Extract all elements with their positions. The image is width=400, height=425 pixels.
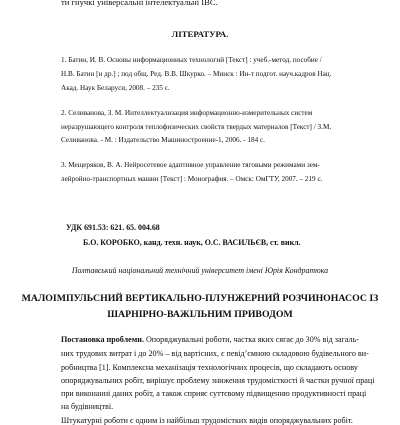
reference-3-line-2: лейройно-транспортных машин [Текст] : Монография. – Омск: ОмГТУ, 2007. – 219 с. <box>61 175 323 183</box>
article-title-line-1: МАЛОІМПУЛЬСНИЙ ВЕРТИКАЛЬНО-ПЛУНЖЕРНИЙ РОЗЧИНОНАСОС ІЗ <box>21 293 379 304</box>
paragraph-1-line-2: них трудових витрат і до 20% – від вартісних, є певід’ємною складовою будівельного ви- <box>61 349 369 358</box>
reference-1-line-2: Н.В. Батин [и др.] ; под общ. Ред. В.В. Шкурко. – Минск : Ин-т подгот. науч.кадров Нац. <box>61 70 332 78</box>
reference-2-line-3: Селиванова. - М. : Издательство Машиностроение-1, 2006. - 184 с. <box>61 136 265 144</box>
reference-2-line-1: 2. Селиванова, З. М. Интеллектуализация информационно-измерительных систем <box>61 109 313 117</box>
paragraph-1-line-6: на будівництві. <box>61 402 114 411</box>
author-affiliation: Полтавський національний технічний університет імені Юрія Кондратюка <box>71 266 329 275</box>
paragraph-1-line-3: робництва [1]. Комплексна механізація технологічних процесів, що складають основу <box>61 363 358 372</box>
paragraph-1-line-4: опоряджувальних робіт, вирішує проблему зниження трудомісткості й частки ручної праці <box>61 376 375 385</box>
reference-1-line-1: 1. Батин, И. В. Основы информационных технологий [Текст] : учеб.-метод. пособие / <box>61 56 322 64</box>
reference-2-line-2: неразрушающего контроля теплофизических свойств твердых материалов [Текст] / З.М. <box>61 123 332 131</box>
problem-label: Постановка проблеми. <box>61 335 144 344</box>
paragraph-2-line-1: Штукатурні роботи є одним із найбільш трудомістких видів опоряджувальних робіт. <box>61 416 353 425</box>
reference-3-line-1: 3. Мещеряков, В. А. Нейросетевое адаптивное управление тяговыми режимами зем- <box>61 161 320 169</box>
article-authors: Б.О. КОРОБКО, канд. техн. наук, О.С. ВАСИЛЬЄВ, ст. викл. <box>83 238 301 247</box>
problem-statement-line-1 <box>61 336 359 344</box>
article-title-line-2: ШАРНІРНО-ВАЖІЛЬНИМ ПРИВОДОМ <box>107 309 293 320</box>
top-paragraph: ти гнучкі універсальні інтелектуальні ІВС. <box>61 0 218 7</box>
problem-text-start: Опоряджувальні роботи, частка яких сягає до 30% від загаль- <box>143 335 359 344</box>
udc-code: УДК 691.53: 621. 65. 004.68 <box>66 223 160 232</box>
paragraph-1-line-5: при виконанні даних робіт, а також сприяє суттєвому підвищенню продуктивності праці <box>61 389 367 398</box>
literature-heading: ЛІТЕРАТУРА. <box>171 29 229 39</box>
reference-1-line-3: Акад. Наук Беларуси, 2008. – 235 с. <box>61 84 170 92</box>
